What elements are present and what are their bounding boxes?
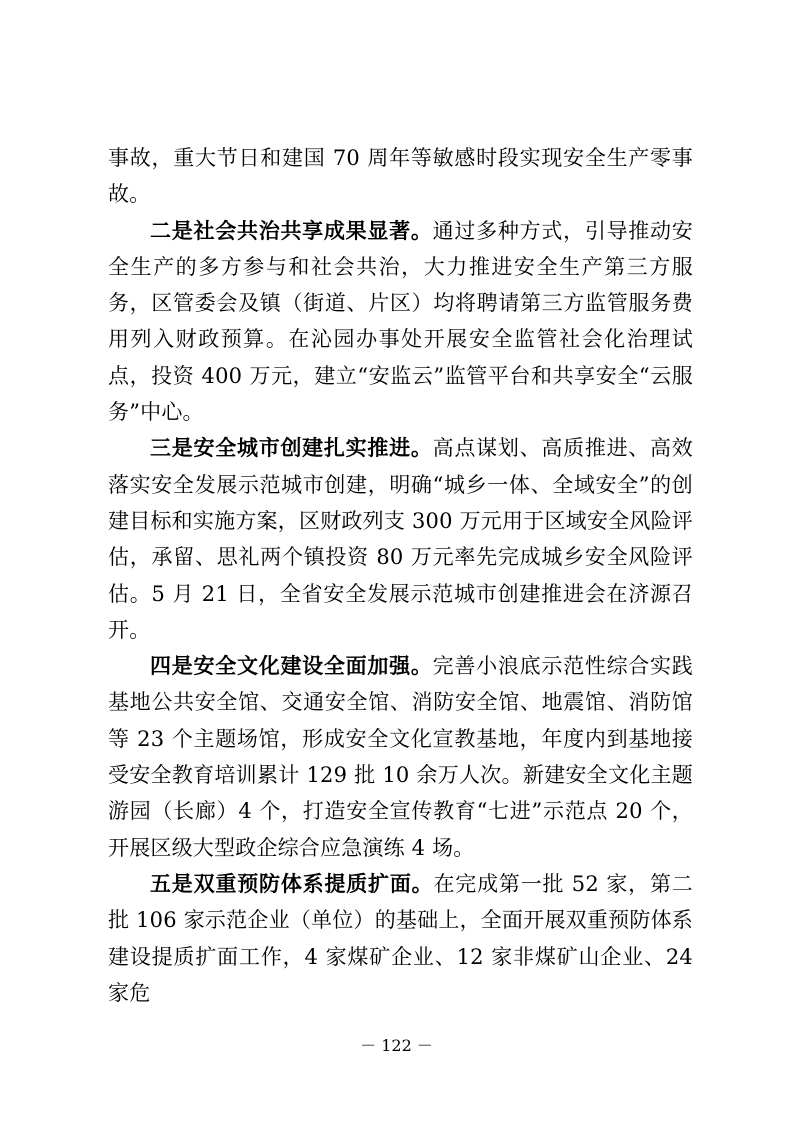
- paragraph-text: 在完成第一批 52 家，第二批 106 家示范企业（单位）的基础上，全面开展双重预防体系建设提质扩面工作，4 家煤矿企业、12 家非煤矿山企业、24 家危: [108, 871, 693, 1005]
- paragraph-text: 高点谋划、高质推进、高效落实安全发展示范城市创建，明确“城乡一体、全域安全”的创建目标和实施方案，区财政列支 300 万元用于区域安全风险评估，承留、思礼两个镇投资 80 万元率先完成城乡安全风险评估。5 月 21 日，全省安全发展示范城市创建推进会在济源召开。: [108, 436, 693, 642]
- paragraph-heading: 五是双重预防体系提质扩面。: [150, 871, 434, 896]
- paragraph-heading: 三是安全城市创建扎实推进。: [150, 436, 433, 461]
- paragraph-heading: 二是社会共治共享成果显著。: [150, 218, 433, 243]
- paragraph-dual-prevention: [108, 866, 693, 1011]
- page-number: － 122 －: [360, 1036, 433, 1055]
- document-body: [108, 140, 693, 1011]
- paragraph-safe-city: [108, 430, 693, 648]
- paragraph-text: 完善小浪底示范性综合实践基地公共安全馆、交通安全馆、消防安全馆、地震馆、消防馆等 23 个主题场馆，形成安全文化宣教基地，年度内到基地接受安全教育培训累计 129 批 10 余万人次。新建安全文化主题游园（长廊）4 个，打造安全宣传教育“七进”示范点 20 个，开展区级大型政企综合应急演练 4 场。: [108, 654, 693, 860]
- paragraph-heading: 四是安全文化建设全面加强。: [150, 654, 433, 679]
- paragraph-text: 通过多种方式，引导推动安全生产的多方参与和社会共治，大力推进安全生产第三方服务，区管委会及镇（街道、片区）均将聘请第三方监管服务费用列入财政预算。在沁园办事处开展安全监管社会化治理试点，投资 400 万元，建立“安监云”监管平台和共享安全“云服务”中心。: [108, 218, 693, 425]
- paragraph-text: 事故，重大节日和建国 70 周年等敏感时段实现安全生产零事故。: [108, 146, 693, 207]
- paragraph-safety-culture: [108, 648, 693, 866]
- paragraph-social-governance: [108, 213, 693, 431]
- paragraph-continuation: [108, 140, 693, 213]
